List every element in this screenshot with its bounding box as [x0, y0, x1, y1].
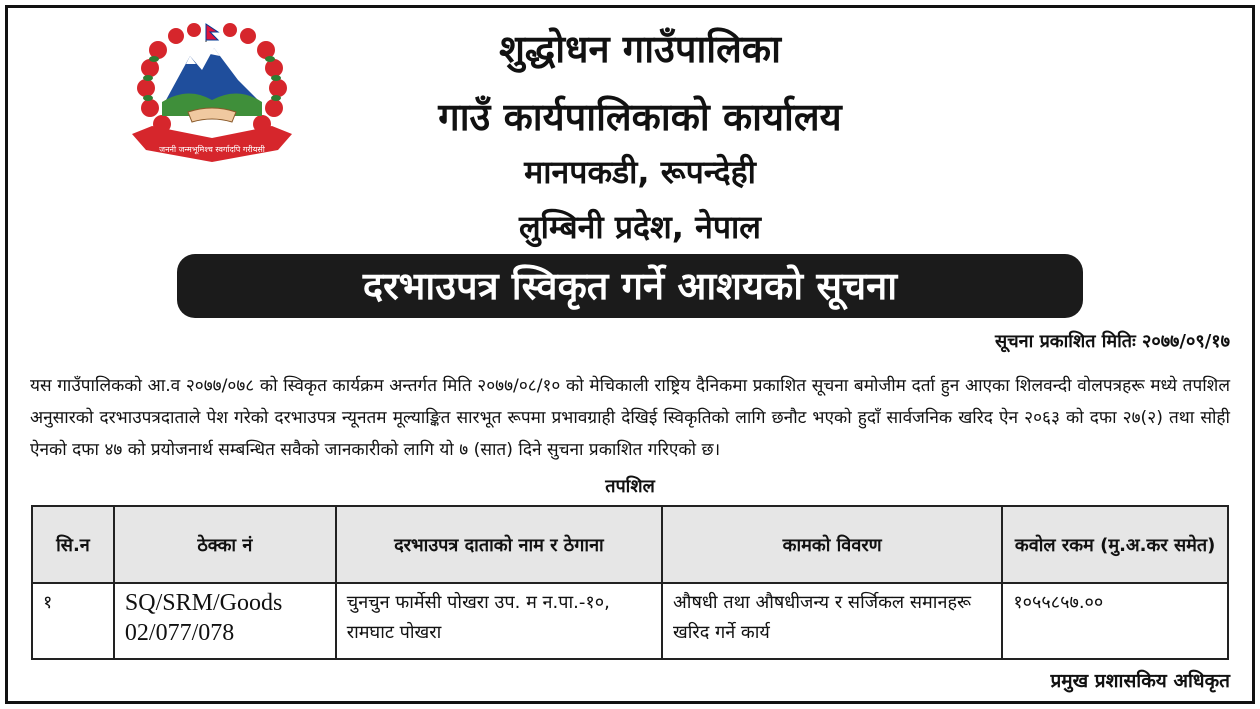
cell-contract-no: SQ/SRM/Goods 02/077/078: [114, 583, 336, 659]
table-caption: तपशिल: [605, 476, 655, 497]
cell-serial: १: [32, 583, 114, 659]
publish-date: सूचना प्रकाशित मितिः २०७७/०९/१७: [995, 331, 1230, 352]
col-header-bid-amount: कवोल रकम (मु.अ.कर समेत): [1002, 506, 1228, 583]
cell-bid-amount: १०५५८५७.००: [1002, 583, 1228, 659]
notice-title-banner: दरभाउपत्र स्विकृत गर्ने आशयको सूचना: [177, 254, 1083, 318]
table-header-row: [32, 506, 1228, 583]
office-name: गाउँ कार्यपालिकाको कार्यालय: [438, 95, 842, 139]
col-header-work-description: कामको विवरण: [662, 506, 1002, 583]
bid-table: [31, 505, 1229, 660]
province-country: लुम्बिनी प्रदेश, नेपाल: [518, 208, 762, 246]
col-header-bidder: दरभाउपत्र दाताको नाम र ठेगाना: [336, 506, 662, 583]
municipality-name: शुद्धोधन गाउँपालिका: [499, 27, 781, 71]
nepal-emblem-icon: [128, 20, 296, 165]
notice-paragraph: यस गाउँपालिकको आ.व २०७७/०७८ को स्विकृत कार्यक्रम अन्तर्गत मिति २०७७/०८/१० को मेचिकाली राष्ट्रिय दैनिकमा प्रकाशित सूचना बमोजीम दर्ता हुन आएका शिलवन्दी वोलपत्रहरू मध्ये तपशिल अनुसारको दरभाउपत्रदाताले पेश गरेको दरभाउपत्र न्यूनतम मूल्याङ्कित सारभूत रूपमा प्रभावग्राही देखिई स्विकृतिको लागि छनौट भएको हुदाँ सार्वजनिक खरिद ऐन २०६३ को दफा २७(२) तथा सोही ऐनको दफा ४७ को प्रयोजनार्थ सम्बन्धित सवैको जानकारीको लागि यो ७ (सात) दिने सुचना प्रकाशित गरिएको छ।: [30, 376, 1230, 460]
col-header-serial: सि.न: [32, 506, 114, 583]
svg-text:जननी जन्मभूमिश्च स्वर्गादपि गर: जननी जन्मभूमिश्च स्वर्गादपि गरीयसी: [159, 145, 265, 154]
signatory-title: प्रमुख प्रशासकिय अधिकृत: [1050, 670, 1230, 692]
col-header-contract-no: ठेक्का नं: [114, 506, 336, 583]
table-row: [32, 583, 1228, 659]
office-address: मानपकडी, रूपन्देही: [524, 153, 756, 191]
cell-work-description: औषधी तथा औषधीजन्य र सर्जिकल समानहरू खरिद गर्ने कार्य: [662, 583, 1002, 659]
cell-bidder: चुनचुन फार्मेसी पोखरा उप. म न.पा.-१०, रामघाट पोखरा: [336, 583, 662, 659]
